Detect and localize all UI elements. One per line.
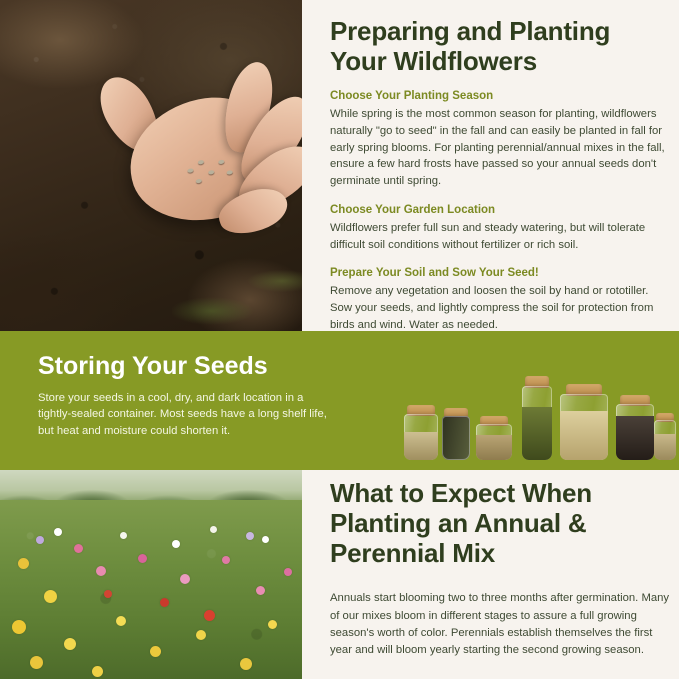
flower bbox=[268, 620, 277, 629]
flower bbox=[240, 658, 252, 670]
subsection-body: While spring is the most common season for planting, wildflowers naturally "go to seed" in the fall and can easily be planted in fall for early spring blooms. For planting perennial/annual mixes in the fall, ensure a few hard frosts have passed so your annual seeds don't germinate until spring. bbox=[330, 108, 665, 188]
flower bbox=[172, 540, 180, 548]
flower bbox=[116, 616, 126, 626]
flower bbox=[160, 598, 169, 607]
flower bbox=[246, 532, 254, 540]
flower bbox=[256, 586, 265, 595]
seed bbox=[198, 160, 205, 165]
section-three-body: Annuals start blooming two to three months after germination. Many of our mixes bloom in different stages to assure a full growing season's worth of color. Perennials establish themselves the first year and will bloom yearly starting the second growing season. bbox=[330, 592, 670, 656]
seed-jar bbox=[654, 420, 676, 460]
flower bbox=[284, 568, 292, 576]
seed bbox=[218, 159, 225, 164]
seed-jar bbox=[404, 414, 438, 460]
hand-sowing-seeds-photo bbox=[0, 0, 302, 331]
section-two-title: Storing Your Seeds bbox=[38, 352, 268, 380]
subsection-body: Remove any vegetation and loosen the soil by hand or rototiller. Sow your seeds, and lightly compress the soil for protection from birds and wind. Water as needed. bbox=[330, 285, 654, 331]
flower bbox=[210, 526, 217, 533]
subsection-body: Wildflowers prefer full sun and steady watering, but will tolerate difficult soil conditions without fertilizer or rich soil. bbox=[330, 221, 646, 251]
seed-jar bbox=[522, 386, 552, 460]
flower bbox=[120, 532, 127, 539]
seed-jar bbox=[442, 416, 470, 460]
flower bbox=[104, 590, 112, 598]
section-one-title: Preparing and Planting Your Wildflowers bbox=[330, 16, 611, 77]
subsection-heading: Choose Your Planting Season bbox=[330, 90, 494, 103]
flower bbox=[36, 536, 44, 544]
flower bbox=[54, 528, 62, 536]
flower bbox=[262, 536, 269, 543]
seed-jar bbox=[476, 424, 512, 460]
flower bbox=[222, 556, 230, 564]
flower bbox=[150, 646, 161, 657]
glass-jars-of-seeds-photo bbox=[380, 331, 679, 470]
section-three-title: What to Expect When Planting an Annual & Perennial Mix bbox=[330, 478, 592, 569]
flower bbox=[12, 620, 26, 634]
section-three-text-column bbox=[330, 478, 670, 659]
seed-jar bbox=[616, 404, 654, 460]
flower bbox=[74, 544, 83, 553]
subsection-heading: Prepare Your Soil and Sow Your Seed! bbox=[330, 267, 539, 280]
subsection-heading: Choose Your Garden Location bbox=[330, 203, 496, 216]
flower bbox=[64, 638, 76, 650]
section-two-text-column bbox=[38, 353, 338, 440]
flower bbox=[204, 610, 215, 621]
subsection-garden-location bbox=[330, 203, 665, 253]
flower bbox=[96, 566, 106, 576]
flower bbox=[30, 656, 43, 669]
seed bbox=[208, 170, 215, 175]
flower bbox=[180, 574, 190, 584]
seed bbox=[226, 170, 233, 175]
seed bbox=[187, 168, 194, 173]
flower bbox=[138, 554, 147, 563]
subsection-prepare-soil bbox=[330, 266, 665, 333]
flower bbox=[196, 630, 206, 640]
wildflower-meadow-photo bbox=[0, 470, 302, 679]
section-preparing-and-planting bbox=[0, 0, 679, 331]
section-two-body: Store your seeds in a cool, dry, and dark location in a tightly-sealed container. Most seeds have a long shelf life, but heat and moisture could shorten it. bbox=[38, 391, 327, 438]
subsection-planting-season bbox=[330, 89, 665, 190]
seed-jar bbox=[560, 394, 608, 460]
flower bbox=[18, 558, 29, 569]
flower bbox=[44, 590, 57, 603]
section-one-text-column bbox=[330, 0, 665, 333]
flower bbox=[92, 666, 103, 677]
section-storing-your-seeds bbox=[0, 331, 679, 470]
section-what-to-expect bbox=[0, 470, 679, 679]
seed bbox=[195, 178, 202, 183]
